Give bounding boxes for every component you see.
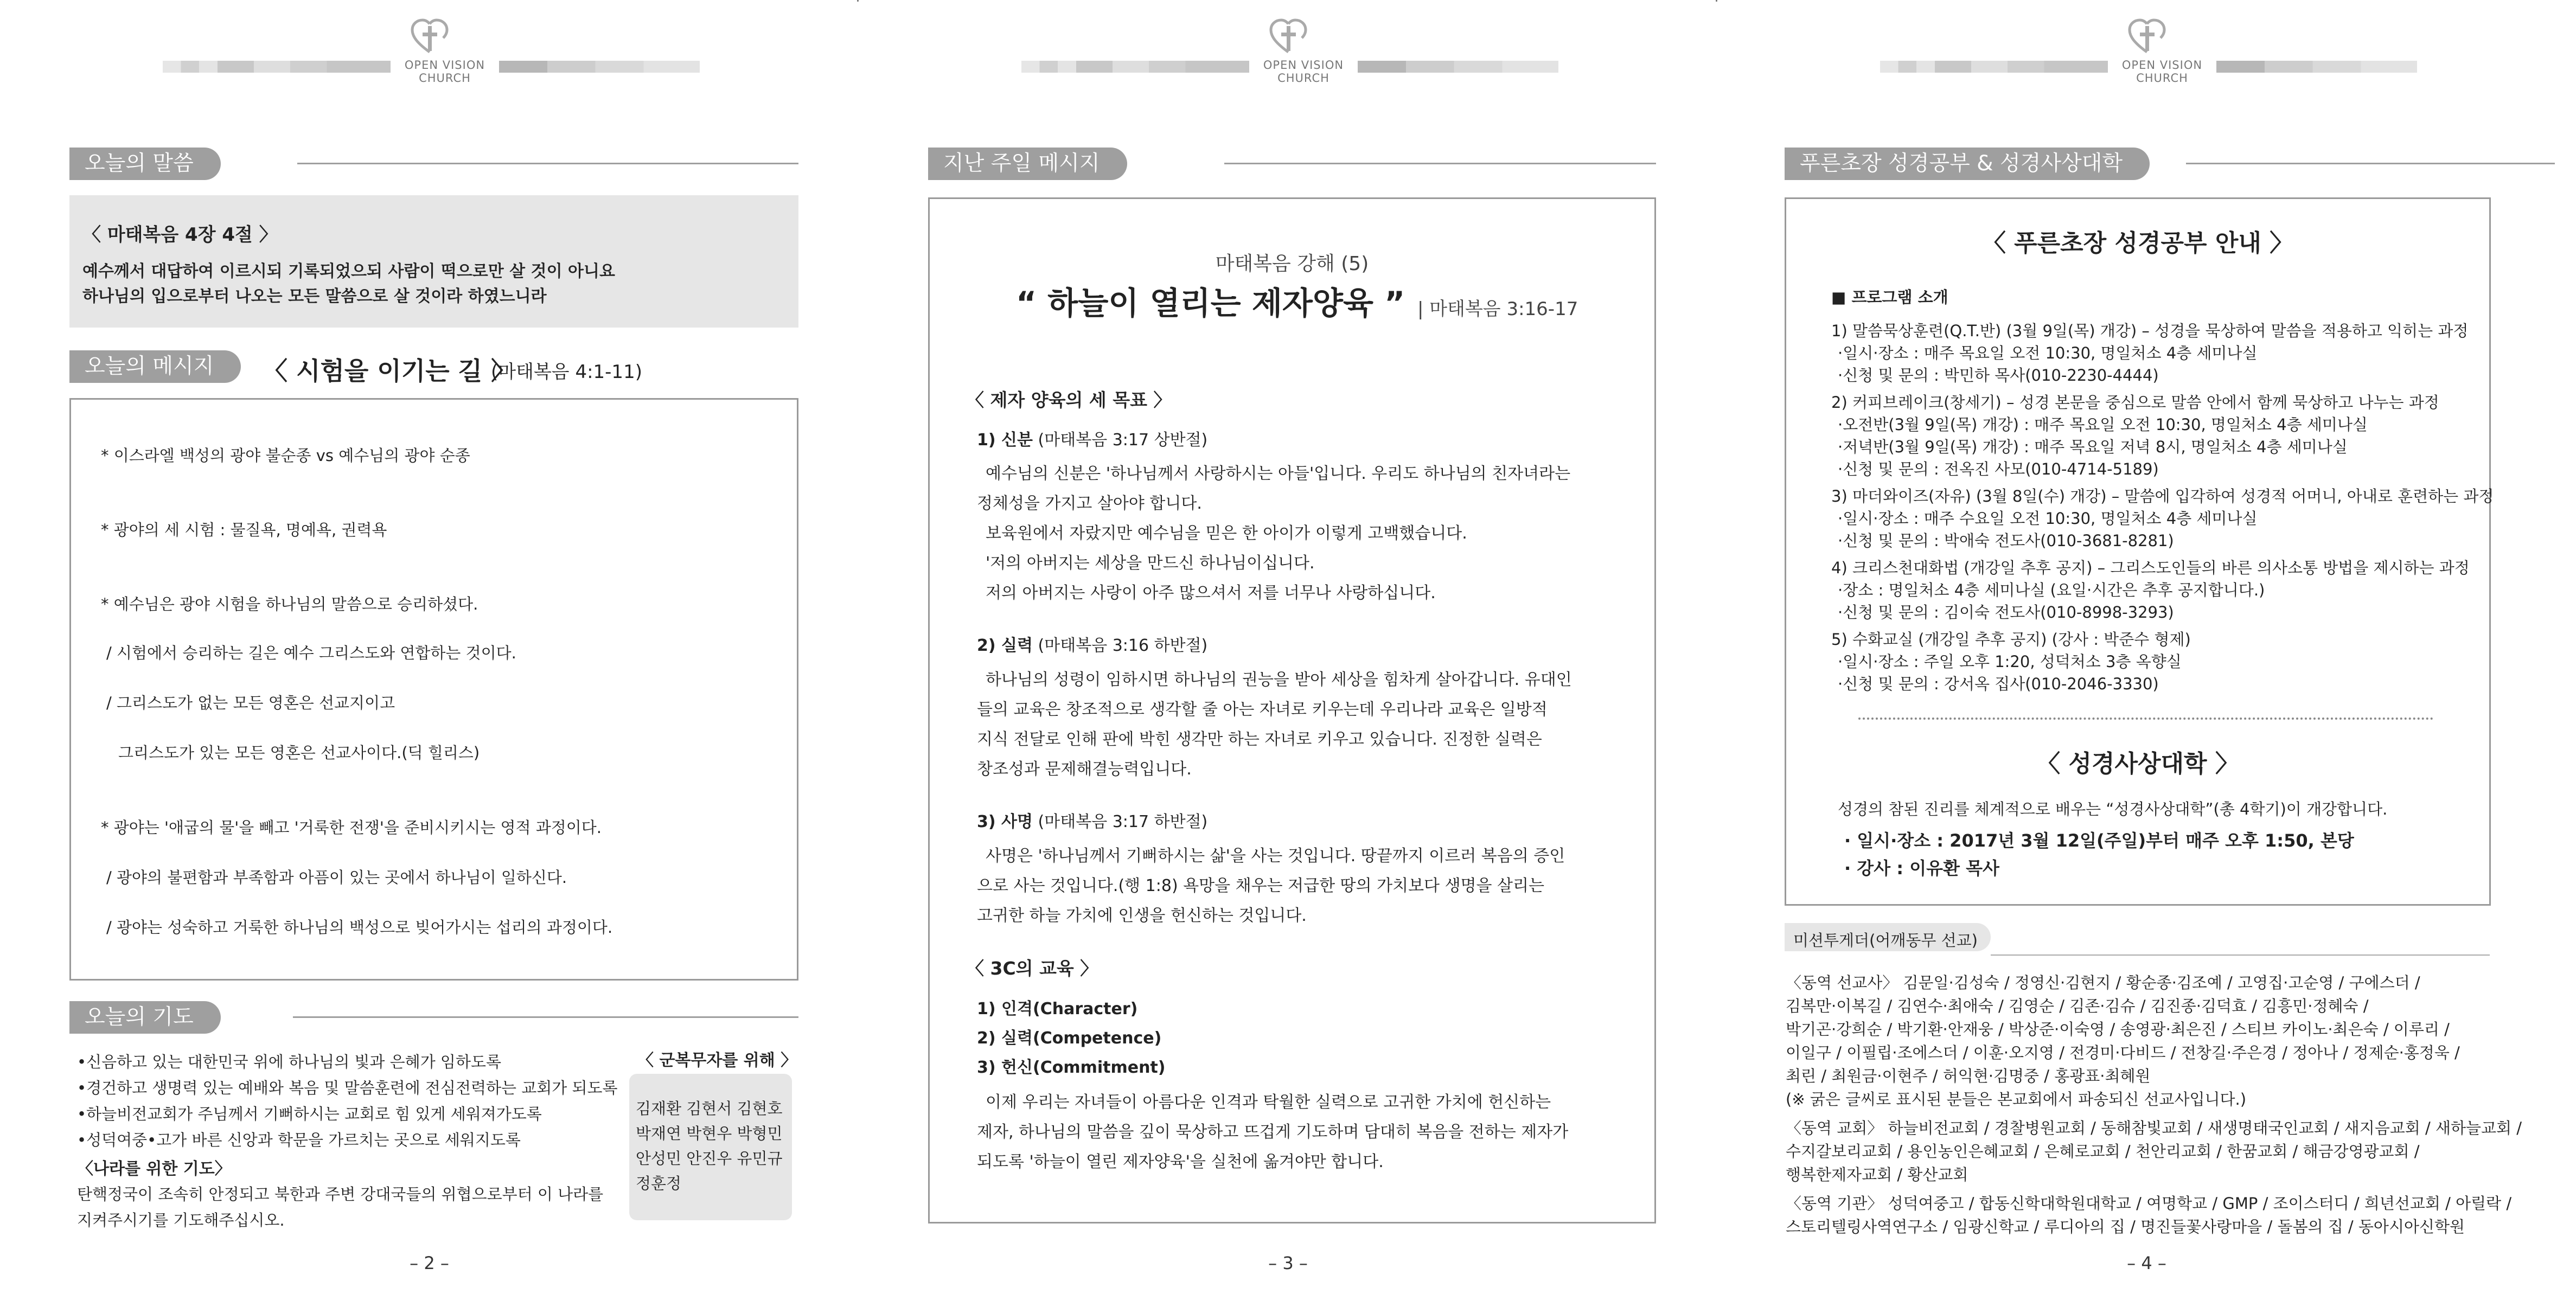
message-section-header	[69, 350, 265, 383]
nation-prayer-line: 지켜주시기를 기도해주십시오.	[77, 1211, 285, 1229]
program-detail: ·신청 및 문의 : 김이숙 전도사(010-8998-3293)	[1838, 603, 2174, 622]
mission-line: 〈동역 기관〉 성덕여중고 / 합동신학대학원대학교 / 여명학교 / GMP / 조이스터디 / 희년선교회 / 아릴락 /	[1786, 1194, 2512, 1213]
mission-line: 박기곤·강희순 / 박기환·안재웅 / 박상준·이숙영 / 송영광·최은진 / 스티브 카이노·최은숙 / 이루리 /	[1786, 1020, 2450, 1039]
program-detail: ·신청 및 문의 : 박민하 목사(010-2230-4444)	[1838, 366, 2159, 385]
letterhead	[0, 15, 859, 85]
goal-heading: 1) 신분	[977, 431, 1033, 450]
three-c-item: 3) 헌신(Commitment)	[977, 1058, 1166, 1077]
goal-reference: (마태복음 3:17 상반절)	[1038, 431, 1208, 450]
page-number: – 4 –	[2127, 1253, 2166, 1273]
goal-line: 창조성과 문제해결능력입니다.	[977, 760, 1192, 779]
mission-line: 〈동역 교회〉 하늘비전교회 / 경찰병원교회 / 동해참빛교회 / 새생명태국인교회 / 새지음교회 / 새하늘교회 /	[1786, 1119, 2522, 1137]
mission-line: 최린 / 최원금·이현주 / 허익현·김명중 / 홍광표·최혜원	[1786, 1067, 2151, 1085]
program-detail: ·저녁반(3월 9일(목) 개강) : 매주 목요일 저녁 8시, 명일처소 4층 세미나실	[1838, 438, 2348, 456]
outline-line: / 시험에서 승리하는 길은 예수 그리스도와 연합하는 것이다.	[106, 644, 516, 662]
university-title: 〈 성경사상대학 〉	[2036, 750, 2239, 778]
prayer-item: •신음하고 있는 대한민국 위에 하나님의 빛과 은혜가 임하도록	[77, 1053, 501, 1071]
goal-line: 하나님의 성령이 임하시면 하나님의 권능을 받아 세상을 힘차게 살아갑니다. 유대인	[986, 670, 1572, 689]
outline-line: * 광야의 세 시험 : 물질욕, 명예욕, 권력욕	[101, 521, 387, 539]
program-detail: ·신청 및 문의 : 전옥진 사모(010-4714-5189)	[1838, 460, 2159, 478]
goal-line: '저의 아버지는 세상을 만드신 하나님이십니다.	[986, 554, 1315, 573]
outline-line: * 광야는 '애굽의 물'을 빼고 '거룩한 전쟁'을 준비시키시는 영적 과정이다.	[101, 818, 602, 837]
section-rule	[297, 163, 798, 164]
program-item: 3) 마더와이즈(자유) (3월 8일(수) 개강) – 말씀에 입각하여 성경적 어머니, 아내로 훈련하는 과정	[1831, 487, 2494, 505]
mission-line: 이일구 / 이필립·조에스더 / 이훈·오지영 / 전경미·다비드 / 전창길·주은경 / 정아나 / 정제순·홍정욱 /	[1786, 1043, 2460, 1062]
soldier-prayer-title: 〈 군복무자를 위해 〉	[637, 1051, 797, 1070]
letterhead-bar-left	[1021, 61, 1249, 73]
section-title: 오늘의 말씀	[69, 148, 221, 180]
program-heading: ■ 프로그램 소개	[1831, 288, 1948, 306]
program-detail: ·신청 및 문의 : 강서옥 집사(010-2046-3330)	[1838, 675, 2159, 693]
university-schedule: · 일시·장소 : 2017년 3월 12일(주일)부터 매주 오후 1:50, 본당	[1844, 830, 2354, 851]
section-title: 지난 주일 메시지	[928, 148, 1127, 180]
three-c-line: 제자, 하나님의 말씀을 깊이 묵상하고 뜨겁게 기도하며 담대히 복음을 전하는 제자가	[977, 1123, 1569, 1142]
page-2	[0, 0, 859, 1294]
sermon-series: 마태복음 강해 (5)	[1215, 253, 1369, 275]
goal-line: 사명은 '하나님께서 기뻐하시는 삶'을 사는 것입니다. 땅끝까지 이르러 복음의 증인	[986, 847, 1565, 866]
nation-prayer-line: 탄핵정국이 조속히 안정되고 북한과 주변 강대국들의 위협으로부터 이 나라를	[77, 1185, 604, 1203]
sermon-title: “ 하늘이 열리는 제자양육 ”	[1016, 285, 1405, 322]
program-item: 1) 말씀묵상훈련(Q.T.반) (3월 9일(목) 개강) – 성경을 묵상하여 말씀을 적용하고 익히는 과정	[1831, 322, 2469, 340]
guide-title: 〈 푸른초장 성경공부 안내 〉	[1981, 229, 2294, 257]
prayer-item: •성덕여중•고가 바른 신앙과 학문을 가르치는 곳으로 세워지도록	[77, 1131, 521, 1149]
outline-line: / 광야의 불편함과 부족함과 아픔이 있는 곳에서 하나님이 일하신다.	[106, 868, 567, 887]
church-name: OPEN VISION CHURCH	[1263, 59, 1344, 85]
three-c-item: 2) 실력(Competence)	[977, 1029, 1162, 1048]
mission-note: (※ 굵은 글씨로 표시된 분들은 본교회에서 파송되신 선교사입니다.)	[1786, 1090, 2247, 1109]
word-section-header	[69, 148, 798, 180]
program-detail: ·일시·장소 : 매주 수요일 오전 10:30, 명일처소 4층 세미나실	[1838, 509, 2258, 528]
letterhead-bar-left	[1880, 61, 2108, 73]
soldier-names: 안성민 안진우 유민규	[636, 1149, 783, 1168]
church-logo-icon	[1267, 15, 1310, 59]
goal-line: 지식 전달로 인해 판에 박힌 생각만 하는 자녀로 키우고 있습니다. 진정한 실력은	[977, 730, 1542, 749]
three-c-item: 1) 인격(Character)	[977, 1000, 1138, 1018]
goal-heading: 3) 사명	[977, 812, 1033, 831]
last-sermon-section-header	[928, 148, 1656, 180]
church-logo-icon	[2125, 15, 2169, 59]
section-title: 푸른초장 성경공부 & 성경사상대학	[1785, 148, 2150, 180]
outline-line: / 그리스도가 없는 모든 영혼은 선교지이고	[106, 694, 395, 712]
page-number: – 3 –	[1268, 1253, 1308, 1273]
program-detail: ·장소 : 명일처소 4층 세미나실 (요일·시간은 추후 공지합니다.)	[1838, 581, 2265, 599]
program-detail: ·오전반(3월 9일(목) 개강) : 매주 목요일 오전 10:30, 명일처소 4층 세미나실	[1838, 415, 2368, 434]
program-detail: ·일시·장소 : 매주 목요일 오전 10:30, 명일처소 4층 세미나실	[1838, 344, 2258, 362]
goal-line: 고귀한 하늘 가치에 인생을 헌신하는 것입니다.	[977, 906, 1307, 925]
goal-line: 으로 사는 것입니다.(행 1:8) 욕망을 채우는 저급한 땅의 가치보다 생명을 살리는	[977, 876, 1544, 895]
goal-line: 예수님의 신분은 '하나님께서 사랑하시는 아들'입니다. 우리도 하나님의 친자녀라는	[986, 464, 1571, 483]
goal-reference: (마태복음 3:17 하반절)	[1038, 812, 1208, 831]
scripture-line: 예수께서 대답하여 이르시되 기록되었으되 사람이 떡으로만 살 것이 아니요	[82, 262, 615, 281]
outline-line: 그리스도가 있는 모든 영혼은 선교사이다.(딕 힐리스)	[118, 744, 480, 762]
letterhead-bar-left	[163, 61, 391, 73]
goals-title: 〈 제자 양육의 세 목표 〉	[966, 389, 1172, 411]
three-c-line: 되도록 '하늘이 열린 제자양육'을 실천에 옮겨야만 합니다.	[977, 1152, 1384, 1171]
section-title: 오늘의 메시지	[69, 350, 241, 383]
bible-study-section-header	[1785, 148, 2555, 180]
prayer-item: •하늘비전교회가 주님께서 기뻐하시는 교회로 힘 있게 세워져가도록	[77, 1105, 542, 1123]
program-detail: ·신청 및 문의 : 박애숙 전도사(010-3681-8281)	[1838, 531, 2174, 550]
mission-line: 김복만·이복길 / 김연수·최애숙 / 김영순 / 김존·김슈 / 김진종·김덕효 / 김흥민·정혜숙 /	[1786, 997, 2369, 1015]
three-c-title: 〈 3C의 교육 〉	[966, 958, 1098, 979]
mission-line: 수지갈보리교회 / 용인농인은혜교회 / 은혜로교회 / 천안리교회 / 한꿈교회 / 해금강영광교회 /	[1786, 1142, 2420, 1161]
nation-prayer-title: 〈나라를 위한 기도〉	[77, 1160, 231, 1178]
program-item: 5) 수화교실 (개강일 추후 공지) (강사 : 박준수 형제)	[1831, 630, 2191, 649]
letterhead-bar-right	[499, 61, 700, 73]
goal-line: 저의 아버지는 사랑이 아주 많으셔서 저를 너무나 사랑하십니다.	[986, 584, 1436, 603]
church-name: OPEN VISION CHURCH	[2121, 59, 2203, 85]
soldier-names: 김재환 김현서 김현호	[636, 1099, 783, 1118]
prayer-section-header	[69, 1001, 798, 1034]
goal-line: 보육원에서 자랐지만 예수님을 믿은 한 아이가 이렇게 고백했습니다.	[986, 524, 1467, 543]
church-logo-icon	[408, 15, 451, 59]
message-reference: (마태복음 4:1-11)	[491, 361, 642, 383]
section-rule	[2186, 163, 2555, 164]
prayer-item: •경건하고 생명력 있는 예배와 복음 및 말씀훈련에 전심전력하는 교회가 되도록	[77, 1079, 618, 1097]
program-item: 2) 커피브레이크(창세기) – 성경 본문을 중심으로 말씀 안에서 함께 묵상하고 나누는 과정	[1831, 393, 2439, 412]
page-4	[1717, 0, 2576, 1294]
section-rule	[293, 1016, 798, 1018]
dotted-divider	[1858, 718, 2433, 720]
goal-reference: (마태복음 3:16 하반절)	[1038, 636, 1208, 655]
mission-line: 스토리텔링사역연구소 / 임광신학교 / 루디아의 집 / 명진들꽃사랑마을 / 돌봄의 집 / 동아시아신학원	[1786, 1218, 2465, 1236]
mission-line: 행복한제자교회 / 황산교회	[1786, 1165, 1968, 1184]
three-c-line: 이제 우리는 자녀들이 아름다운 인격과 탁월한 실력으로 고귀한 가치에 헌신하는	[986, 1093, 1551, 1112]
letterhead	[1717, 15, 2576, 85]
program-detail: ·일시·장소 : 주일 오후 1:20, 성덕처소 3층 옥향실	[1838, 652, 2182, 671]
page-number: – 2 –	[410, 1253, 449, 1273]
mission-title: 미션투게더(어깨동무 선교)	[1793, 931, 1978, 950]
program-item: 4) 크리스천대화법 (개강일 추후 공지) – 그리스도인들의 바른 의사소통 방법을 제시하는 과정	[1831, 559, 2470, 577]
church-name: OPEN VISION CHURCH	[404, 59, 485, 85]
outline-line: / 광야는 성숙하고 거룩한 하나님의 백성으로 빚어가시는 섭리의 과정이다.	[106, 918, 613, 937]
scripture-reference: 〈 마태복음 4장 4절 〉	[82, 224, 278, 246]
page-3	[859, 0, 1717, 1294]
outline-line: * 예수님은 광야 시험을 하나님의 말씀으로 승리하셨다.	[101, 595, 478, 613]
goal-line: 정체성을 가지고 살아야 합니다.	[977, 494, 1202, 513]
mission-rule	[1991, 955, 2490, 956]
scripture-line: 하나님의 입으로부터 나오는 모든 말씀으로 살 것이라 하였느니라	[82, 287, 547, 306]
letterhead-bar-right	[1358, 61, 1558, 73]
university-intro: 성경의 참된 진리를 체계적으로 배우는 “성경사상대학”(총 4학기)이 개강합니다.	[1838, 800, 2388, 818]
soldier-names: 정훈정	[636, 1174, 682, 1193]
outline-line: * 이스라엘 백성의 광야 불순종 vs 예수님의 광야 순종	[101, 446, 470, 465]
letterhead-bar-right	[2216, 61, 2417, 73]
university-teacher: · 강사 : 이유환 목사	[1844, 858, 1999, 879]
mission-line: 〈동역 선교사〉 김문일·김성숙 / 정영신·김현지 / 황순종·김조예 / 고영집·고순영 / 구에스더 /	[1786, 973, 2420, 992]
soldier-names: 박재연 박현우 박형민	[636, 1124, 783, 1143]
sermon-reference: | 마태복음 3:16-17	[1417, 298, 1578, 320]
goal-line: 들의 교육은 창조적으로 생각할 줄 아는 자녀로 키우는데 우리나라 교육은 일방적	[977, 700, 1548, 719]
goal-heading: 2) 실력	[977, 636, 1033, 655]
message-title: 〈 시험을 이기는 길 〉	[263, 356, 516, 386]
section-rule	[1224, 163, 1656, 164]
section-title: 오늘의 기도	[69, 1001, 221, 1034]
message-outline-box	[69, 398, 798, 981]
letterhead	[859, 15, 1717, 85]
